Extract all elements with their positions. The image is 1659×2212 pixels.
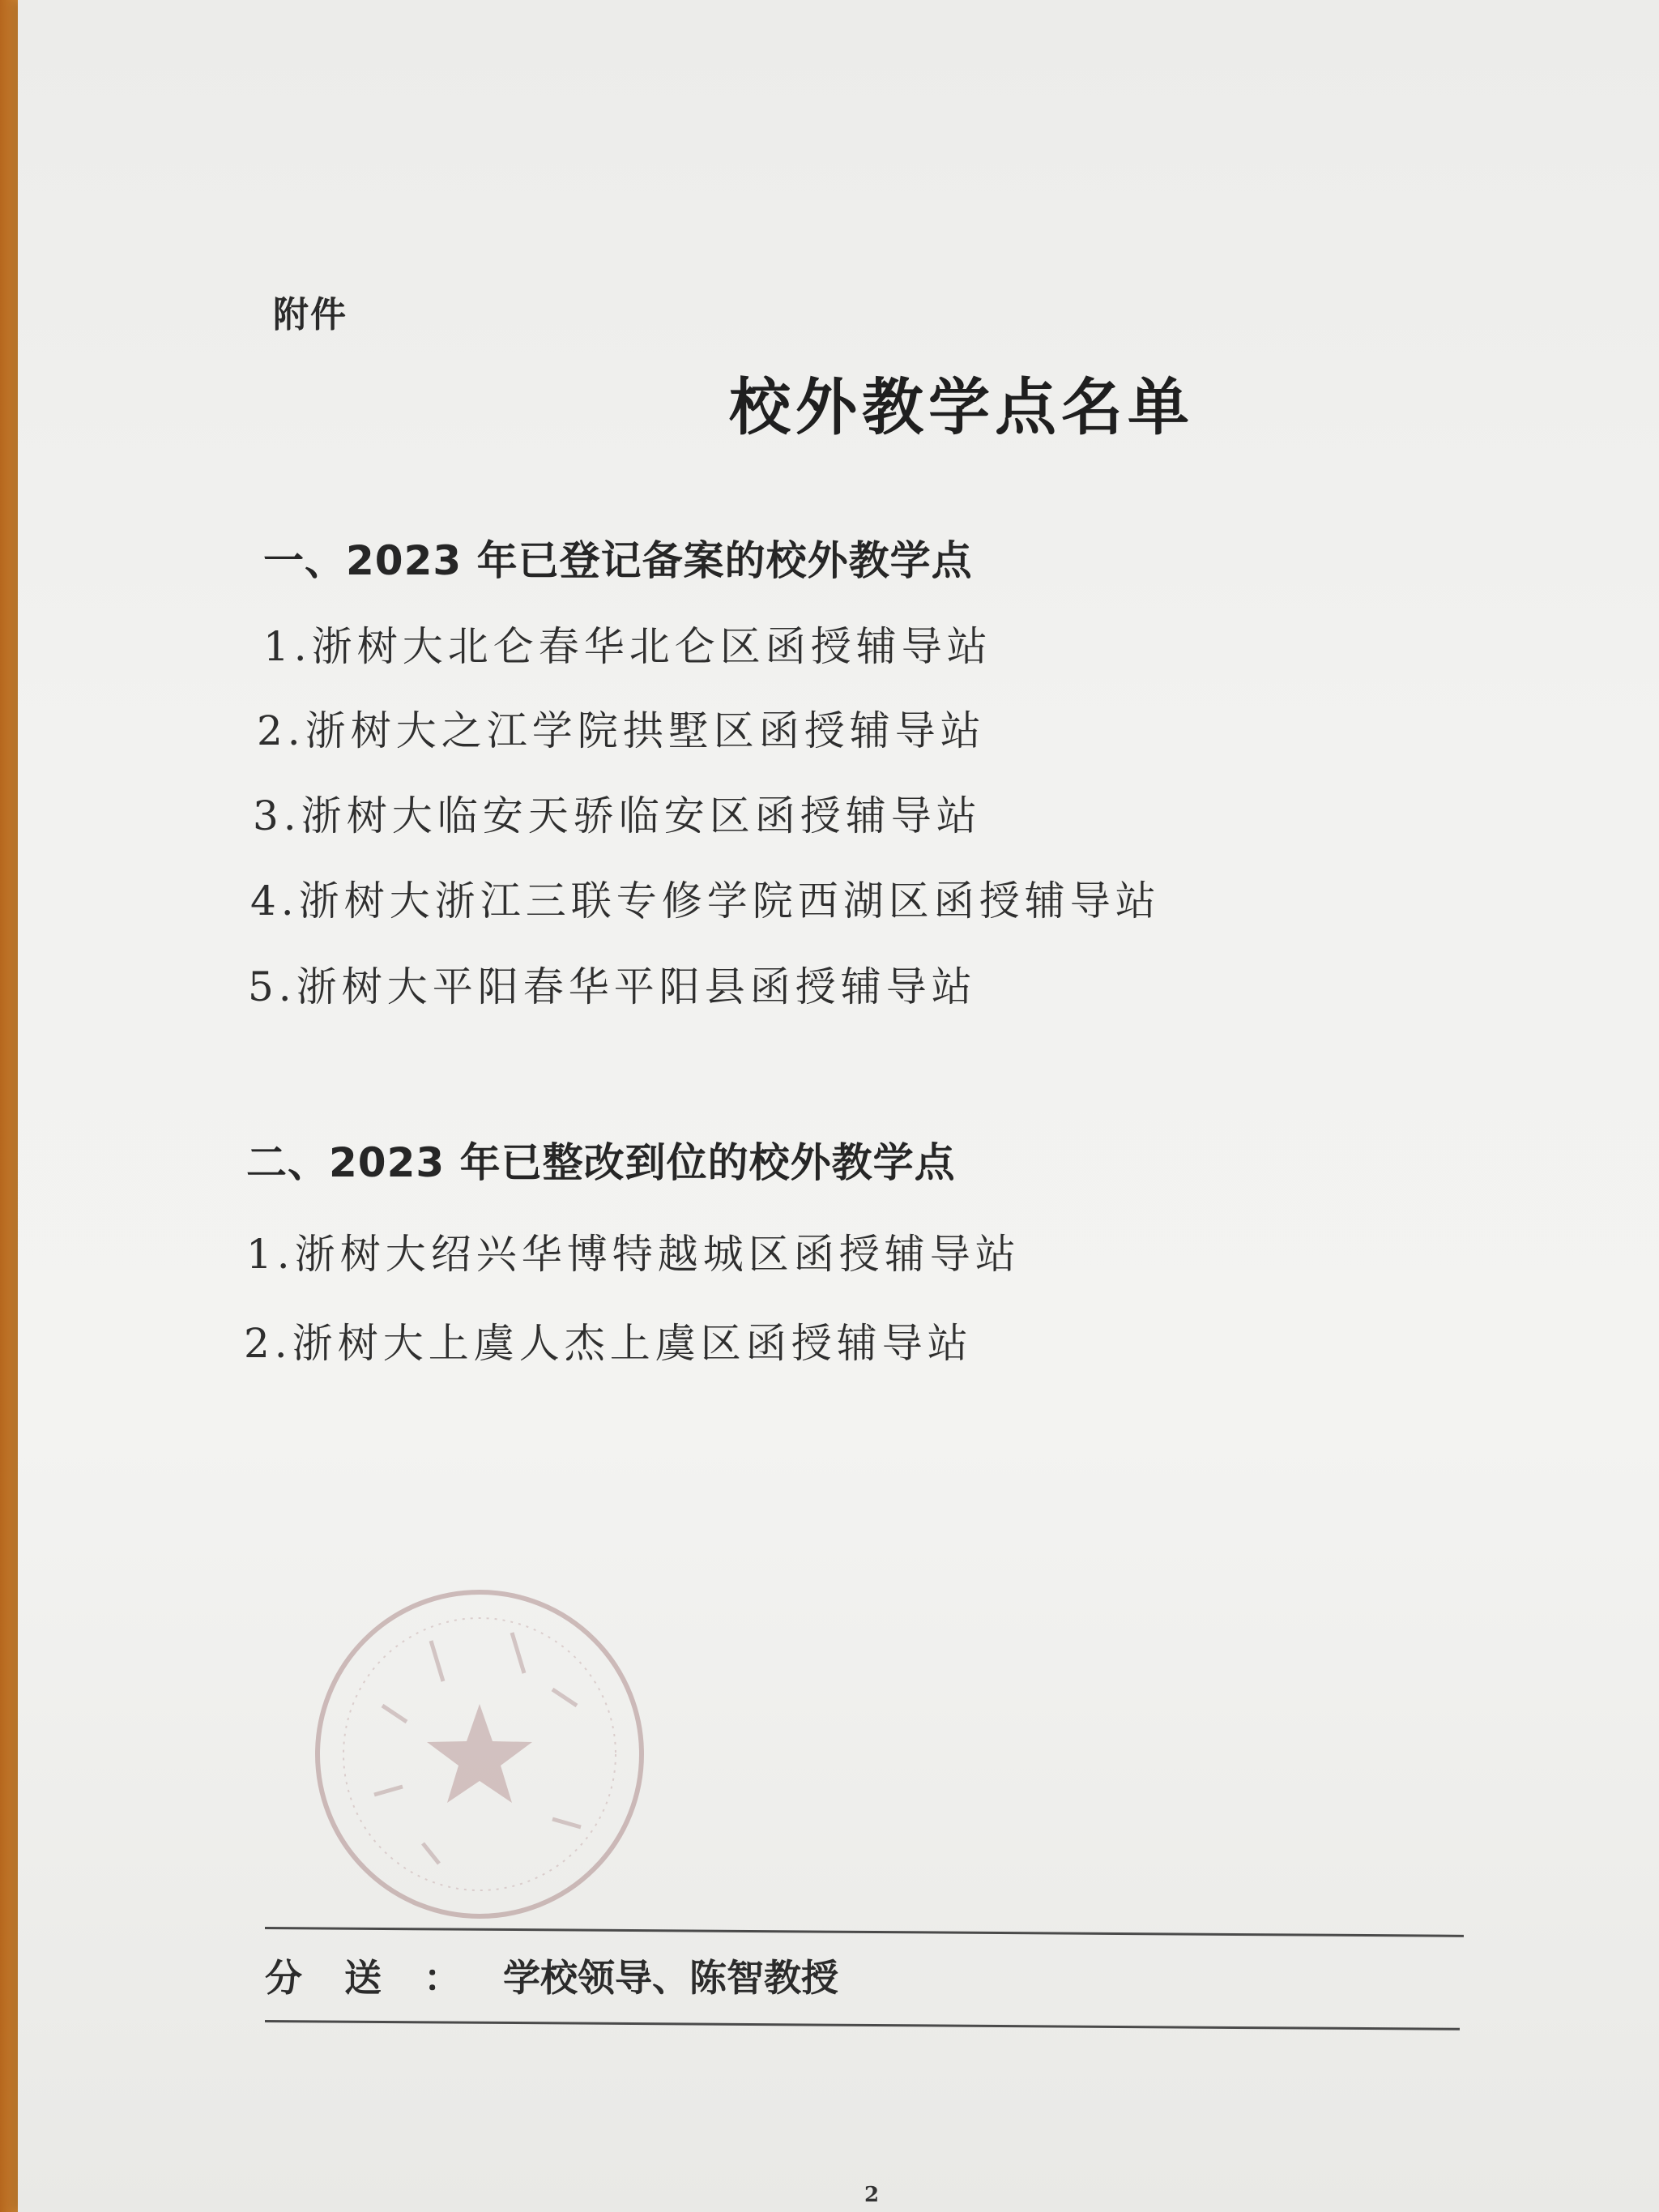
document-page (18, 0, 1659, 2212)
list-item: 5.浙树大平阳春华平阳县函授辅导站 (248, 963, 977, 1010)
section-heading-registered: 一、2023 年已登记备案的校外教学点 (263, 537, 973, 584)
official-seal-star-icon (309, 1584, 650, 1924)
divider-top (265, 1927, 1464, 1937)
list-item: 1.浙树大绍兴华博特越城区函授辅导站 (246, 1231, 1021, 1278)
divider-bottom (265, 2020, 1460, 2031)
distribution-recipients: 学校领导、陈智教授 (503, 1956, 838, 2000)
attachment-label: 附件 (273, 294, 348, 335)
list-item: 2.浙树大上虞人杰上虞区函授辅导站 (244, 1320, 973, 1367)
list-item: 1.浙树大北仑春华北仑区函授辅导站 (263, 623, 992, 670)
list-item: 2.浙树大之江学院拱墅区函授辅导站 (257, 707, 986, 754)
list-item: 4.浙树大浙江三联专修学院西湖区函授辅导站 (250, 878, 1161, 925)
page-number: 2 (864, 2183, 880, 2207)
distribution-label: 分送： (265, 1956, 503, 2000)
section-heading-rectified: 二、2023 年已整改到位的校外教学点 (246, 1139, 956, 1186)
page-title: 校外教学点名单 (729, 371, 1194, 443)
distribution-line (265, 1949, 838, 2002)
list-item: 3.浙树大临安天骄临安区函授辅导站 (253, 792, 982, 839)
